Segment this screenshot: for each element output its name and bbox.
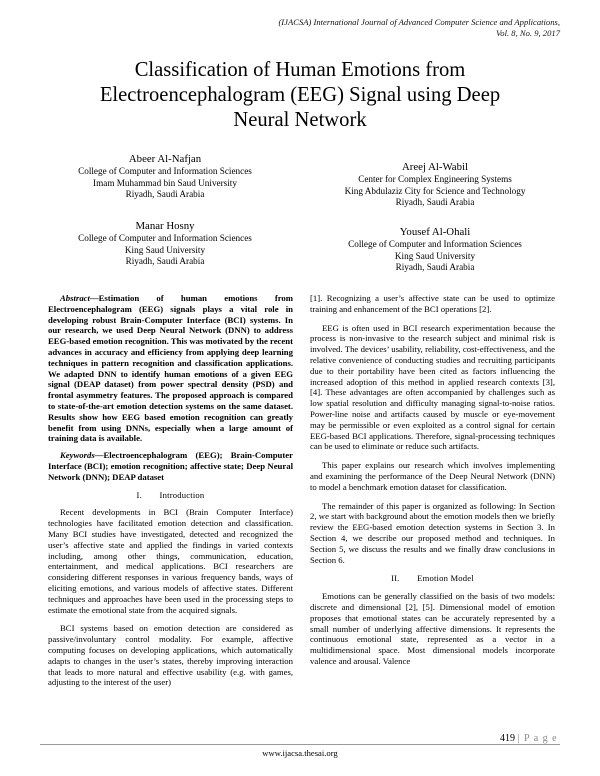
author-affiliation: Imam Muhammad bin Saud University [93, 177, 237, 188]
page-label: | P a g e [517, 733, 558, 744]
author-affiliation: Center for Complex Engineering Systems [358, 174, 512, 184]
abstract-text: —Estimation of human emotions from Electroencephalogram (EEG) signals plays a vital role in developing robust Brain-Computer Interface (BCI) systems. In our research, we used Deep Neural Network (DNN) to address EEG-based emotion recognition. This was motivated by the recent advances in accuracy and efficiency from applying deep learning techniques in pattern recognition and classification applications. We adapted DNN to identify human emotions of a given EEG signal (DEAP dataset) from power spectral density (PSD) and frontal asymmetry features. The proposed approach is compared to state-of-the-art emotion detection systems on the same dataset. Results show how EEG based emotion recognition can greatly benefit from using DNNs, especially when a large amount of training data is available. [48, 293, 293, 444]
keywords [48, 450, 293, 482]
paragraph: The remainder of this paper is organized as following: In Section 2, we start with background about the emotion models then we briefly review the EEG-based emotion detection systems in Section 3. In Section 4, we describe our proposed method and techniques. In Section 5, we discuss the results and we finally draw conclusions in Section 6. [310, 500, 555, 565]
author-affiliation: College of Computer and Information Sciences [78, 166, 252, 176]
section-heading-introduction: I. Introduction [136, 489, 205, 500]
author-name: Yousef Al-Ohali [399, 226, 471, 238]
author-affiliation: College of Computer and Information Sciences [78, 233, 252, 243]
author-block [60, 219, 270, 268]
left-column [48, 293, 293, 696]
footer-divider [40, 744, 560, 745]
section-heading-emotion-model: II. Emotion Model [391, 573, 474, 584]
page-number [500, 733, 558, 744]
keywords-text: —Electroencephalogram (EEG); Brain-Computer Interface (BCI); emotion recognition; affective state; Deep Neural Network (DNN); DEAP dataset [48, 450, 293, 482]
journal-header [278, 17, 560, 39]
footer-url: www.ijacsa.thesai.org [262, 748, 338, 758]
paragraph: This paper explains our research which involves implementing and examining the performance of the Deep Neural Network (DNN) to model a benchmark emotion dataset for classification. [310, 460, 555, 492]
journal-volume: Vol. 8, No. 9, 2017 [496, 28, 560, 38]
right-column [310, 293, 555, 675]
author-affiliation: Riyadh, Saudi Arabia [395, 262, 475, 272]
author-name: Manar Hosny [135, 220, 195, 232]
author-affiliation: College of Computer and Information Sciences [348, 239, 522, 249]
author-block [330, 160, 540, 209]
paragraph: BCI systems based on emotion detection are considered as passive/involuntary control modality. For example, affective computing focuses on developing applications, which automatically adapts to changes in the user’s states, thereby improving interaction that leads to more natural and effective usability (e.g. with games, adjusting to the interest of the user) [48, 623, 293, 688]
title-line-2: Electroencephalogram (EEG) Signal using Deep [99, 84, 501, 106]
paragraph: [1]. Recognizing a user’s affective state can be used to optimize training and enhancement of the BCI operations [2]. [310, 293, 555, 314]
abstract [48, 293, 293, 444]
title-line-3: Neural Network [233, 109, 367, 131]
author-name: Areej Al-Wabil [402, 161, 468, 173]
abstract-label: Abstract [60, 293, 90, 303]
paragraph: Emotions can be generally classified on the basis of two models: discrete and dimensional [2], [5]. Dimensional model of emotion proposes that emotional states can be accurately represented by a small number of underlying affective dimensions. It represents the continuous emotional state, represented as a vector in a multidimensional space. Most dimensional models incorporate valence and arousal. Valence [310, 591, 555, 666]
author-block [330, 225, 540, 274]
journal-name: (IJACSA) International Journal of Advanced Computer Science and Applications, [278, 17, 560, 27]
title-line-1: Classification of Human Emotions from [134, 59, 466, 81]
author-affiliation: Riyadh, Saudi Arabia [395, 197, 475, 207]
author-block [60, 152, 270, 201]
author-name: Abeer Al-Nafjan [128, 153, 202, 165]
paragraph: EEG is often used in BCI research experimentation because the process is non-invasive to the research subject and minimal risk is involved. The devices’ usability, reliability, cost-effectiveness, and the relative convenience of conducting studies and recruiting participants due to their portability have been cited as factors influencing the increased adoption of this method in applied research contexts [3], [4]. These advantages are often accompanied by challenges such as low spatial resolution and difficulty managing signal-to-noise ratios. Power-line noise and artifacts caused by muscle or eye-movement may be permissible or even exploited as a control signal for certain EEG-based BCI applications. Therefore, signal-processing techniques can be used to eliminate or reduce such artifacts. [310, 322, 555, 452]
author-affiliation: King Saud University [124, 244, 206, 255]
paragraph: Recent developments in BCI (Brain Computer Interface) technologies have facilitated emotion detection and classification. Many BCI studies have investigated, detected and recognized the user’s affective state and applied the findings in varied contexts including, among other things, communication, education, entertainment, and medical applications. BCI researchers are considering different responses in various frequency bands, ways of eliciting emotions, and various models of affective states. Different techniques and approaches have been used in the processing steps to estimate the emotional state from the acquired signals. [48, 507, 293, 615]
author-affiliation: Riyadh, Saudi Arabia [125, 189, 205, 199]
author-affiliation: King Abdulaziz City for Science and Technology [344, 185, 526, 196]
keywords-label: Keywords [60, 450, 95, 461]
page-number-value: 419 [500, 733, 515, 744]
author-affiliation: Riyadh, Saudi Arabia [125, 256, 205, 266]
author-affiliation: King Saud University [394, 250, 476, 261]
paper-title [40, 58, 560, 133]
